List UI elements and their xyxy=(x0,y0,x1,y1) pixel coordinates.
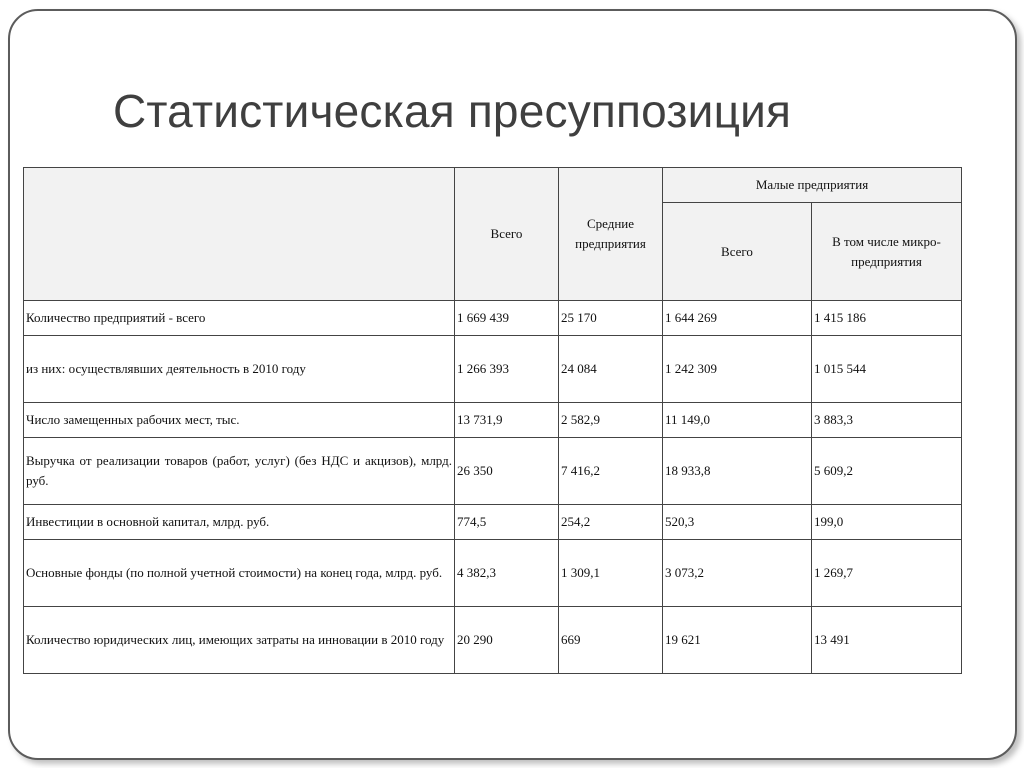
cell-small-total: 1 644 269 xyxy=(663,301,812,336)
row-label: Число замещенных рабочих мест, тыс. xyxy=(24,403,455,438)
cell-total: 1 266 393 xyxy=(455,336,559,403)
table-row xyxy=(24,607,962,674)
cell-total: 774,5 xyxy=(455,505,559,540)
cell-medium: 254,2 xyxy=(559,505,663,540)
table-header-row xyxy=(24,168,962,203)
header-small-enterprises: Малые предприятия xyxy=(663,168,962,203)
table-row xyxy=(24,301,962,336)
cell-medium: 2 582,9 xyxy=(559,403,663,438)
cell-total: 4 382,3 xyxy=(455,540,559,607)
row-label: Инвестиции в основной капитал, млрд. руб. xyxy=(24,505,455,540)
cell-total: 26 350 xyxy=(455,438,559,505)
cell-small-total: 520,3 xyxy=(663,505,812,540)
cell-total: 1 669 439 xyxy=(455,301,559,336)
row-label: из них: осуществлявших деятельность в 2010 году xyxy=(24,336,455,403)
table-row xyxy=(24,505,962,540)
header-micro-enterprises: В том числе микро-предприятия xyxy=(812,203,962,301)
statistics-table xyxy=(23,167,962,674)
table-row xyxy=(24,336,962,403)
row-label: Количество юридических лиц, имеющих затраты на инновации в 2010 году xyxy=(24,607,455,674)
cell-small-total: 3 073,2 xyxy=(663,540,812,607)
cell-micro: 1 015 544 xyxy=(812,336,962,403)
cell-small-total: 1 242 309 xyxy=(663,336,812,403)
cell-medium: 7 416,2 xyxy=(559,438,663,505)
cell-small-total: 11 149,0 xyxy=(663,403,812,438)
cell-medium: 669 xyxy=(559,607,663,674)
header-blank-cell xyxy=(24,168,455,301)
cell-medium: 25 170 xyxy=(559,301,663,336)
table-row xyxy=(24,438,962,505)
cell-micro: 13 491 xyxy=(812,607,962,674)
cell-total: 20 290 xyxy=(455,607,559,674)
cell-small-total: 19 621 xyxy=(663,607,812,674)
row-label: Количество предприятий - всего xyxy=(24,301,455,336)
header-medium-enterprises: Средние предприятия xyxy=(559,168,663,301)
cell-micro: 3 883,3 xyxy=(812,403,962,438)
cell-medium: 1 309,1 xyxy=(559,540,663,607)
cell-micro: 199,0 xyxy=(812,505,962,540)
cell-micro: 1 415 186 xyxy=(812,301,962,336)
header-total: Всего xyxy=(455,168,559,301)
row-label: Основные фонды (по полной учетной стоимости) на конец года, млрд. руб. xyxy=(24,540,455,607)
table-row xyxy=(24,540,962,607)
cell-total: 13 731,9 xyxy=(455,403,559,438)
cell-small-total: 18 933,8 xyxy=(663,438,812,505)
cell-micro: 5 609,2 xyxy=(812,438,962,505)
table-row xyxy=(24,403,962,438)
header-small-total: Всего xyxy=(663,203,812,301)
row-label: Выручка от реализации товаров (работ, услуг) (без НДС и акцизов), млрд. руб. xyxy=(24,438,455,505)
cell-micro: 1 269,7 xyxy=(812,540,962,607)
slide-title: Статистическая пресуппозиция xyxy=(113,85,792,137)
cell-medium: 24 084 xyxy=(559,336,663,403)
